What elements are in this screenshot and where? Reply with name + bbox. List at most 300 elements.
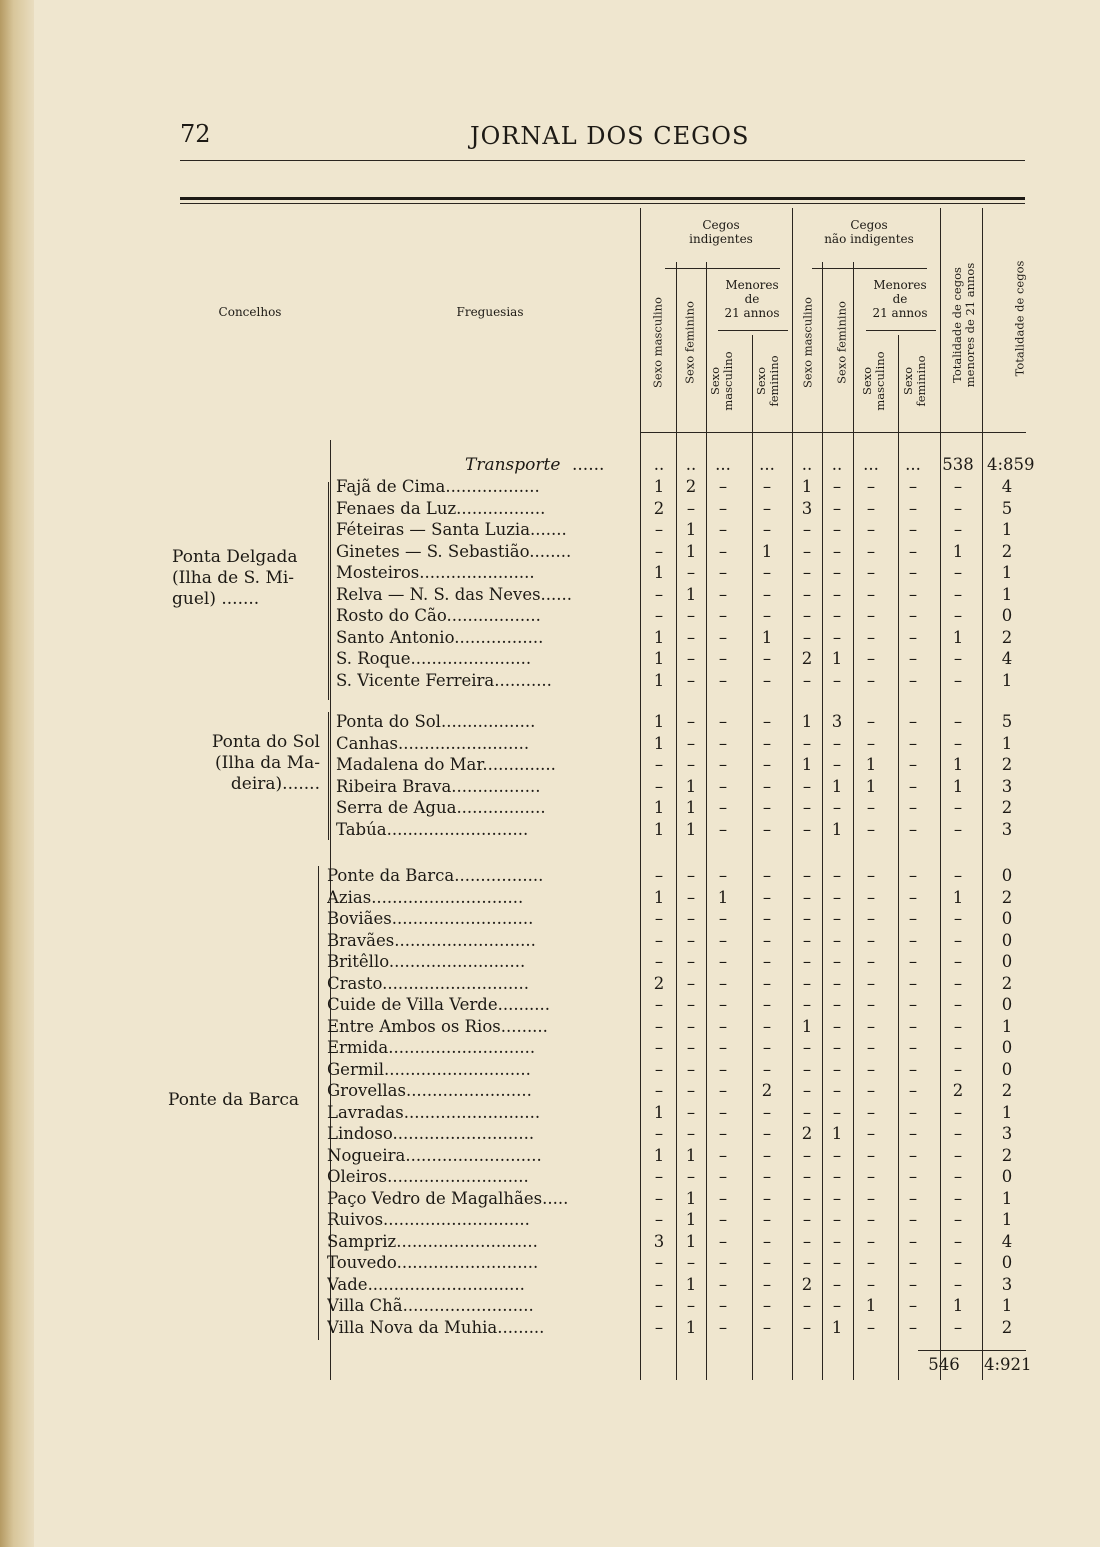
table-cell: – (686, 974, 696, 993)
table-cell: – (802, 1296, 812, 1315)
table-cell: – (654, 1167, 664, 1186)
table-cell: – (686, 712, 696, 731)
table-cell: – (908, 1103, 918, 1122)
table-cell: 1 (685, 1210, 697, 1229)
table-cell: 0 (1001, 952, 1013, 971)
table-cell: – (953, 1017, 963, 1036)
table-cell: – (802, 671, 812, 690)
table-cell: – (953, 909, 963, 928)
table-cell: – (953, 820, 963, 839)
table-cell: 3 (1001, 820, 1013, 839)
table-cell: – (802, 1253, 812, 1272)
table-cell: – (908, 499, 918, 518)
table-cell: – (802, 1103, 812, 1122)
table-cell: 2 (801, 649, 813, 668)
table-cell: 2 (1001, 1146, 1013, 1165)
table-cell: – (802, 734, 812, 753)
freguesia-name: Azias............................. (327, 888, 524, 907)
table-cell: – (802, 974, 812, 993)
table-cell: – (908, 931, 918, 950)
table-cell: – (762, 499, 772, 518)
table-cell: – (686, 1038, 696, 1057)
table-cell: – (832, 734, 842, 753)
table-cell: – (832, 755, 842, 774)
table-cell: – (802, 1060, 812, 1079)
table-cell: 0 (1001, 606, 1013, 625)
table-cell: – (718, 820, 728, 839)
table-cell: – (654, 606, 664, 625)
table-cell: – (832, 1275, 842, 1294)
table-cell: – (762, 734, 772, 753)
table-cell: 5 (1001, 499, 1013, 518)
table-cell: 3 (1001, 1124, 1013, 1143)
table-cell: – (866, 974, 876, 993)
table-cell: – (908, 909, 918, 928)
table-cell: – (654, 542, 664, 561)
table-cell: 1 (761, 542, 773, 561)
table-cell: – (718, 1253, 728, 1272)
table-cell: – (953, 798, 963, 817)
table-cell: – (908, 542, 918, 561)
table-cell: 1 (653, 563, 665, 582)
table-cell: – (686, 1167, 696, 1186)
table-cell: – (866, 1017, 876, 1036)
table-cell: – (686, 563, 696, 582)
freguesia-name: Serra de Agua................. (336, 798, 546, 817)
table-cell: – (718, 477, 728, 496)
table-cell: – (762, 820, 772, 839)
table-cell: 1 (685, 820, 697, 839)
table-cell: – (718, 1318, 728, 1337)
freguesia-name: Villa Nova da Muhia......... (327, 1318, 545, 1337)
table-cell: – (953, 1124, 963, 1143)
brace-menores-nao (866, 330, 936, 331)
table-cell: 1 (685, 520, 697, 539)
table-cell: – (802, 909, 812, 928)
table-cell: – (832, 1081, 842, 1100)
table-cell: – (762, 995, 772, 1014)
table-cell: – (832, 1189, 842, 1208)
table-cell: – (802, 1167, 812, 1186)
transporte-cell: .. (801, 455, 813, 474)
table-cell: – (832, 931, 842, 950)
table-cell: – (718, 712, 728, 731)
page-title: JORNAL DOS CEGOS (470, 122, 750, 150)
table-cell: – (953, 1146, 963, 1165)
table-cell: 1 (801, 755, 813, 774)
table-cell: 1 (1001, 1189, 1013, 1208)
table-cell: – (832, 1232, 842, 1251)
table-cell: – (654, 777, 664, 796)
transporte-cell: .. (831, 455, 843, 474)
table-cell: – (866, 931, 876, 950)
table-cell: 2 (1001, 1318, 1013, 1337)
table-cell: – (802, 1146, 812, 1165)
table-cell: – (762, 1318, 772, 1337)
rule-col-7 (853, 262, 854, 1380)
freguesia-name: Paço Vedro de Magalhães..... (327, 1189, 569, 1208)
table-cell: – (654, 1081, 664, 1100)
table-cell: – (686, 1253, 696, 1272)
table-cell: – (908, 777, 918, 796)
header-menor-masc-nao: Sexo masculino (860, 351, 887, 411)
table-cell: 1 (685, 1275, 697, 1294)
transporte-cell: ... (715, 455, 731, 474)
table-cell: – (908, 755, 918, 774)
table-cell: – (908, 820, 918, 839)
table-cell: – (718, 499, 728, 518)
rule-col-10 (982, 208, 983, 1380)
table-cell: 2 (952, 1081, 964, 1100)
table-cell: – (718, 1189, 728, 1208)
table-cell: – (718, 931, 728, 950)
table-cell: – (718, 777, 728, 796)
table-cell: – (718, 1275, 728, 1294)
table-cell: 1 (1001, 1103, 1013, 1122)
table-cell: – (953, 995, 963, 1014)
table-cell: – (718, 520, 728, 539)
table-cell: – (866, 952, 876, 971)
table-cell: – (654, 1296, 664, 1315)
table-cell: – (866, 671, 876, 690)
table-cell: – (908, 1038, 918, 1057)
table-cell: 2 (653, 499, 665, 518)
freguesia-name: Santo Antonio................. (336, 628, 544, 647)
table-cell: – (686, 606, 696, 625)
table-cell: – (762, 477, 772, 496)
table-cell: – (908, 798, 918, 817)
table-cell: – (802, 866, 812, 885)
table-cell: 1 (685, 585, 697, 604)
book-spine (0, 0, 34, 1547)
freguesia-name: Ermida............................ (327, 1038, 536, 1057)
table-cell: – (762, 1038, 772, 1057)
brace-menores-ind (718, 330, 788, 331)
table-cell: 1 (801, 1017, 813, 1036)
table-cell: – (866, 542, 876, 561)
table-cell: – (953, 1232, 963, 1251)
table-cell: – (686, 1103, 696, 1122)
table-cell: 1 (653, 477, 665, 496)
table-cell: – (866, 1318, 876, 1337)
table-cell: – (686, 1060, 696, 1079)
table-cell: – (953, 1253, 963, 1272)
transporte-cell: 4:859 (987, 455, 1035, 474)
table-cell: – (802, 606, 812, 625)
table-cell: – (866, 1103, 876, 1122)
table-cell: – (686, 628, 696, 647)
table-cell: – (686, 499, 696, 518)
table-cell: – (908, 1189, 918, 1208)
table-cell: – (866, 649, 876, 668)
table-cell: 1 (1001, 520, 1013, 539)
header-sexo-feminino-nao: Sexo feminino (834, 301, 849, 384)
table-cell: 1 (801, 477, 813, 496)
table-cell: 1 (653, 671, 665, 690)
table-cell: – (866, 477, 876, 496)
table-cell: – (908, 866, 918, 885)
freguesia-name: S. Vicente Ferreira........... (336, 671, 552, 690)
concelho-ponta-do-sol: Ponta do Sol (Ilha da Ma- deira)....... (211, 732, 320, 794)
table-cell: – (802, 628, 812, 647)
table-cell: 0 (1001, 1167, 1013, 1186)
table-cell: – (762, 585, 772, 604)
table-cell: 3 (1001, 1275, 1013, 1294)
table-cell: – (686, 671, 696, 690)
table-cell: – (832, 606, 842, 625)
table-cell: 1 (685, 542, 697, 561)
table-cell: – (686, 1124, 696, 1143)
table-cell: – (718, 1167, 728, 1186)
table-cell: – (953, 585, 963, 604)
table-cell: – (762, 1103, 772, 1122)
table-cell: 1 (653, 820, 665, 839)
table-cell: 1 (1001, 1296, 1013, 1315)
table-cell: – (953, 1210, 963, 1229)
table-cell: – (718, 1103, 728, 1122)
table-cell: – (802, 1210, 812, 1229)
freguesia-name: Villa Chã......................... (327, 1296, 534, 1315)
table-cell: 5 (1001, 712, 1013, 731)
freguesia-name: Fenaes da Luz................. (336, 499, 546, 518)
table-cell: – (718, 909, 728, 928)
table-cell: – (866, 1167, 876, 1186)
table-cell: – (762, 563, 772, 582)
freguesia-name: Mosteiros...................... (336, 563, 535, 582)
concelho-ponta-delgada: Ponta Delgada (Ilha de S. Mi- guel) ....... (172, 547, 298, 609)
table-cell: – (654, 931, 664, 950)
page-number: 72 (180, 120, 211, 148)
table-cell: – (654, 1275, 664, 1294)
table-top-rule-thin (180, 203, 1025, 204)
table-cell: – (832, 1017, 842, 1036)
freguesia-name: Touvedo........................... (327, 1253, 539, 1272)
table-cell: – (908, 585, 918, 604)
table-cell: 2 (685, 477, 697, 496)
table-cell: 1 (831, 820, 843, 839)
table-cell: – (762, 1017, 772, 1036)
totals-rule (918, 1350, 1026, 1351)
table-cell: 3 (801, 499, 813, 518)
table-cell: – (718, 755, 728, 774)
table-cell: – (866, 888, 876, 907)
table-cell: – (718, 974, 728, 993)
table-cell: – (762, 888, 772, 907)
table-cell: – (762, 755, 772, 774)
table-cell: – (908, 1124, 918, 1143)
table-cell: 1 (952, 628, 964, 647)
table-cell: – (832, 671, 842, 690)
table-cell: – (718, 1296, 728, 1315)
header-cegos-indigentes: Cegos indigentes (689, 218, 753, 246)
table-cell: 1 (952, 1296, 964, 1315)
table-cell: – (802, 1081, 812, 1100)
table-cell: – (762, 671, 772, 690)
table-cell: – (908, 1146, 918, 1165)
freguesia-name: Boviães........................... (327, 909, 534, 928)
table-cell: – (718, 1060, 728, 1079)
table-cell: – (762, 1210, 772, 1229)
table-cell: – (654, 909, 664, 928)
header-totalidade-menores: Totalidade de cegos menores de 21 annos (950, 262, 977, 388)
table-cell: – (908, 1060, 918, 1079)
table-cell: – (866, 995, 876, 1014)
table-cell: – (832, 1103, 842, 1122)
table-cell: – (762, 1167, 772, 1186)
table-cell: – (953, 563, 963, 582)
table-cell: – (832, 1296, 842, 1315)
freguesia-name: Lindoso........................... (327, 1124, 535, 1143)
table-cell: – (866, 585, 876, 604)
table-cell: – (866, 1232, 876, 1251)
table-cell: 0 (1001, 1038, 1013, 1057)
table-cell: – (686, 952, 696, 971)
table-cell: 1 (653, 628, 665, 647)
table-cell: 4 (1001, 1232, 1013, 1251)
table-cell: – (718, 952, 728, 971)
table-cell: – (762, 1060, 772, 1079)
table-cell: – (908, 1253, 918, 1272)
table-cell: – (762, 777, 772, 796)
table-cell: – (953, 1189, 963, 1208)
table-cell: 0 (1001, 909, 1013, 928)
table-cell: – (654, 1124, 664, 1143)
table-cell: – (718, 1146, 728, 1165)
table-cell: 1 (831, 777, 843, 796)
table-cell: 2 (1001, 974, 1013, 993)
transporte-cell: ... (905, 455, 921, 474)
table-cell: 1 (831, 1124, 843, 1143)
table-cell: – (718, 671, 728, 690)
table-cell: – (866, 499, 876, 518)
table-cell: – (762, 712, 772, 731)
table-cell: – (953, 1318, 963, 1337)
table-cell: – (953, 477, 963, 496)
table-cell: – (762, 1296, 772, 1315)
table-cell: 1 (653, 712, 665, 731)
table-cell: – (908, 628, 918, 647)
table-cell: – (953, 866, 963, 885)
table-cell: – (953, 606, 963, 625)
table-cell: – (866, 606, 876, 625)
table-cell: – (654, 1318, 664, 1337)
table-cell: – (654, 755, 664, 774)
table-cell: – (953, 649, 963, 668)
table-cell: – (832, 909, 842, 928)
table-cell: – (953, 520, 963, 539)
table-cell: 1 (865, 777, 877, 796)
table-cell: 1 (952, 542, 964, 561)
transporte-cell: .. (685, 455, 697, 474)
table-cell: – (718, 542, 728, 561)
table-cell: – (866, 712, 876, 731)
table-cell: – (832, 1146, 842, 1165)
table-cell: – (718, 798, 728, 817)
table-cell: – (762, 1189, 772, 1208)
freguesia-name: Cuide de Villa Verde.......... (327, 995, 551, 1014)
table-cell: – (802, 777, 812, 796)
table-cell: – (832, 1167, 842, 1186)
table-cell: – (832, 542, 842, 561)
table-cell: 1 (1001, 585, 1013, 604)
header-sexo-masculino-ind: Sexo masculino (650, 297, 665, 388)
table-cell: 4 (1001, 477, 1013, 496)
transporte-cell: ... (759, 455, 775, 474)
freguesia-name: Ribeira Brava................. (336, 777, 541, 796)
table-cell: – (654, 585, 664, 604)
table-cell: – (762, 931, 772, 950)
header-menores-indigentes: Menores de 21 annos (724, 278, 780, 320)
freguesia-name: Canhas......................... (336, 734, 530, 753)
table-cell: – (762, 909, 772, 928)
table-cell: – (802, 798, 812, 817)
freguesia-name: Crasto............................ (327, 974, 529, 993)
freguesia-name: Oleiros........................... (327, 1167, 529, 1186)
table-cell: – (654, 1210, 664, 1229)
table-cell: – (686, 995, 696, 1014)
table-cell: – (762, 952, 772, 971)
table-cell: 1 (1001, 1210, 1013, 1229)
table-cell: – (953, 1167, 963, 1186)
table-cell: – (802, 995, 812, 1014)
table-cell: – (832, 1060, 842, 1079)
table-cell: 2 (1001, 755, 1013, 774)
table-cell: – (866, 820, 876, 839)
table-cell: 0 (1001, 1253, 1013, 1272)
freguesia-name: Relva — N. S. das Neves...... (336, 585, 573, 604)
table-cell: 1 (685, 1146, 697, 1165)
table-cell: – (762, 1124, 772, 1143)
table-cell: – (832, 888, 842, 907)
header-menores-nao-indigentes: Menores de 21 annos (872, 278, 928, 320)
table-cell: – (718, 628, 728, 647)
table-cell: – (654, 995, 664, 1014)
header-sexo-masculino-nao: Sexo masculino (800, 297, 815, 388)
table-cell: – (866, 1210, 876, 1229)
table-cell: – (953, 712, 963, 731)
table-cell: – (718, 1038, 728, 1057)
table-cell: – (718, 649, 728, 668)
table-cell: – (832, 995, 842, 1014)
table-cell: – (953, 931, 963, 950)
table-cell: – (908, 1318, 918, 1337)
table-cell: – (908, 1017, 918, 1036)
table-cell: 1 (653, 1103, 665, 1122)
table-cell: – (718, 563, 728, 582)
table-cell: – (654, 1189, 664, 1208)
freguesia-name: Madalena do Mar.............. (336, 755, 556, 774)
table-cell: – (908, 1167, 918, 1186)
freguesia-name: S. Roque....................... (336, 649, 532, 668)
freguesia-name: Vade.............................. (327, 1275, 525, 1294)
rule-col-3 (706, 262, 707, 1380)
table-cell: 1 (1001, 1017, 1013, 1036)
table-cell: 2 (801, 1124, 813, 1143)
table-cell: – (802, 888, 812, 907)
freguesia-name: Rosto do Cão.................. (336, 606, 541, 625)
freguesia-name: Ponta do Sol.................. (336, 712, 536, 731)
table-cell: 0 (1001, 995, 1013, 1014)
table-cell: – (718, 585, 728, 604)
table-cell: – (718, 1081, 728, 1100)
table-cell: – (802, 542, 812, 561)
table-cell: 1 (1001, 734, 1013, 753)
table-cell: – (953, 1038, 963, 1057)
table-cell: – (908, 1275, 918, 1294)
table-cell: – (953, 1060, 963, 1079)
table-cell: – (832, 520, 842, 539)
table-cell: – (866, 1253, 876, 1272)
